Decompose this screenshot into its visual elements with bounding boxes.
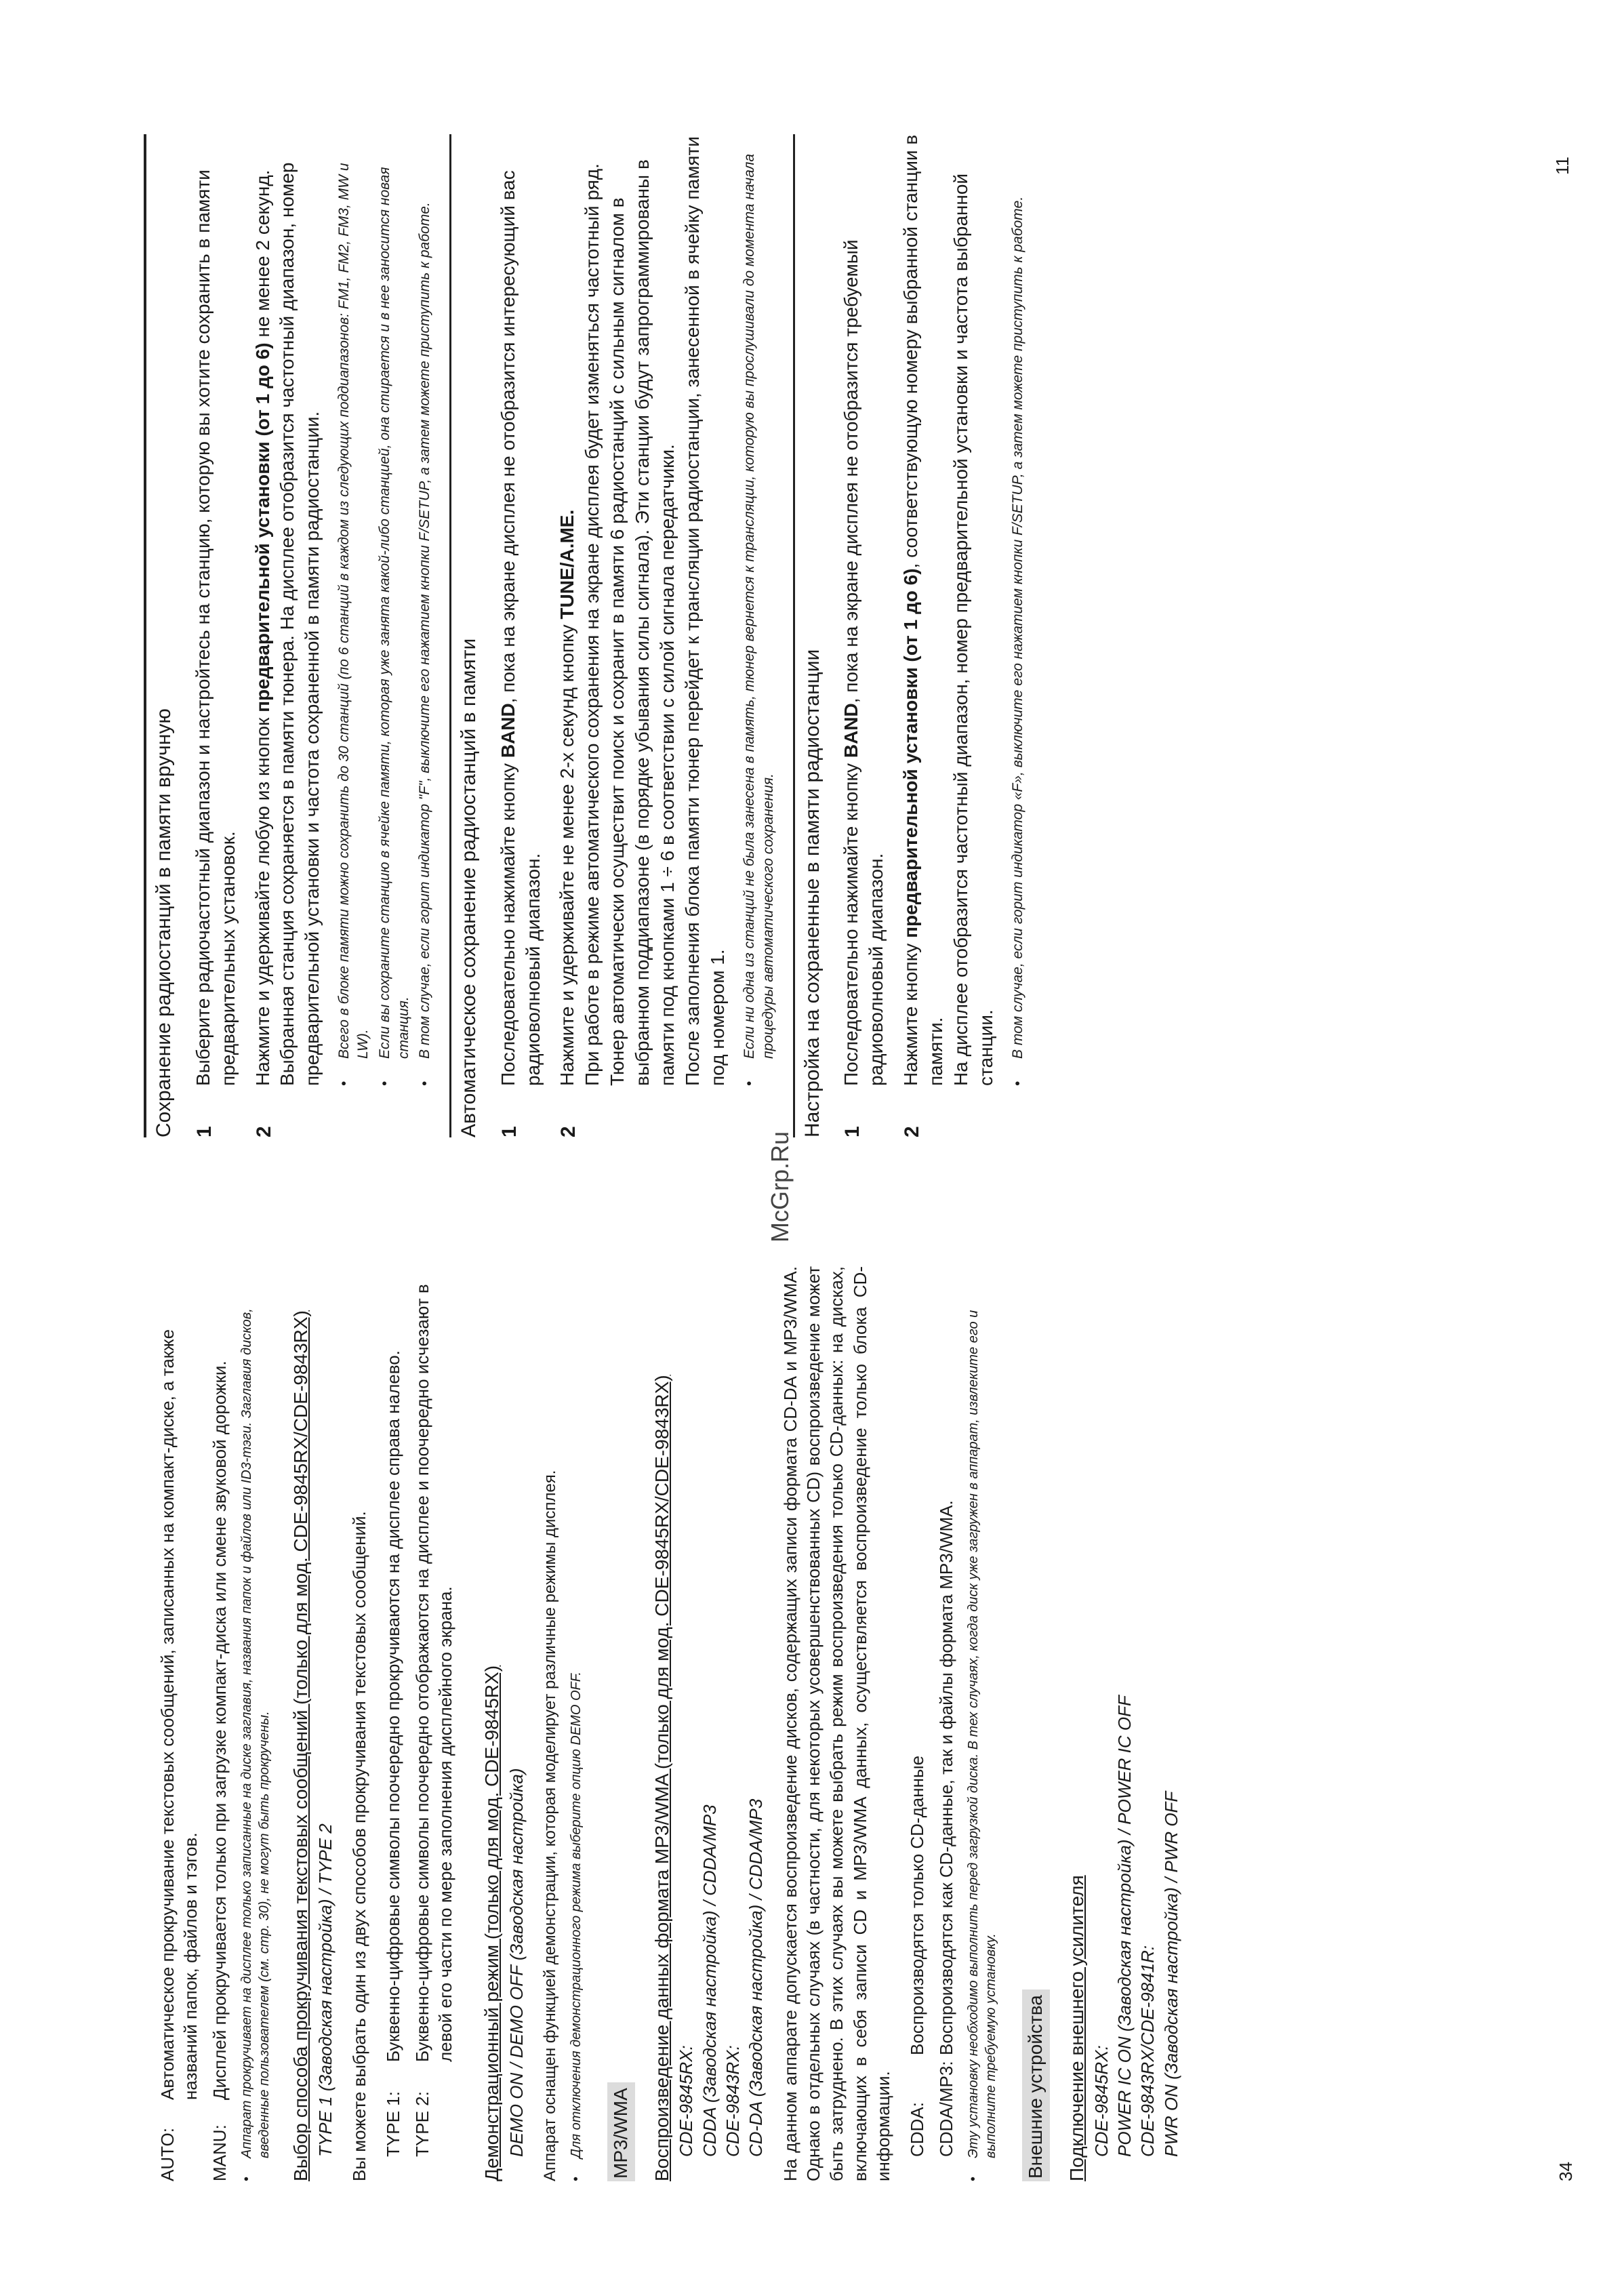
- section-rule: [144, 134, 146, 1137]
- step-text-post: , пока на экране дисплея не отобразится требуемый радиоволновый диапазон.: [840, 239, 887, 1086]
- tune-note: [1009, 134, 1028, 1086]
- tune-step-2: [899, 134, 999, 1137]
- step-text-bold: предварительной установки (от 1 до 6): [900, 568, 922, 938]
- demo-header: Демонстрационный режим (только для мод. CDE-9845RX): [481, 1665, 503, 2181]
- scroll-type-intro: Вы можете выбрать один из двух способов прокручивания текстовых сообщений.: [348, 1511, 369, 2181]
- bullet-icon: •: [239, 2176, 254, 2181]
- step-text-post: , пока на экране дисплея не отобразится интересующий вас радиоволновый диапазон.: [497, 170, 544, 1086]
- step-text-pre: Последовательно нажимайте кнопку: [840, 758, 862, 1086]
- step-text-pre: Нажмите и удерживайте не менее 2-х секунд кнопку: [556, 619, 578, 1086]
- step-text-bold: TUNE/A.ME.: [556, 509, 578, 620]
- scroll-type-header: Выбор способа прокручивания текстовых сообщений (только для мод. CDE-9845RX/CDE-9843RX): [289, 1310, 311, 2181]
- step-text-pre: Нажмите кнопку: [900, 937, 922, 1086]
- manual-step-2: [251, 134, 326, 1137]
- note-text: В том случае, если горит индикатор "F", выключите его нажатием кнопки F/SETUP, а затем можете приступить к работе.: [417, 202, 433, 1059]
- mp3-model-line: CD-DA (Заводская настройка) / CDDA/MP3: [746, 1798, 767, 2157]
- step-text-body: При работе в режиме автоматического сохранения на экране дисплея будет изменяться частотный ряд. Тюнер автоматически осуществит поиск и сохранит в памяти 6 радиостанций с сильным сигналом в выбранном поддиапазоне (в порядке убывания силы сигнала). Эти станции будут запрограммированы в памяти под кнопками 1 ÷ 6 в соответствии с силой сигнала передатчики.: [582, 159, 678, 1086]
- external-devices-banner: Внешние устройства: [1022, 1989, 1050, 2181]
- step-text-post: , соответствующую номеру выбранной станции в памяти.: [900, 134, 947, 1086]
- step-text: [251, 134, 326, 1086]
- page-number-right: 11: [1552, 157, 1572, 175]
- mp3-header: Воспроизведение данных формата MP3/WMA (только для мод. CDE-9845RX/CDE-9843RX): [651, 1375, 672, 2181]
- page-number-left: 34: [1556, 2162, 1576, 2181]
- mp3-note: [965, 1266, 1000, 2181]
- type-label: TYPE 2:: [411, 2091, 432, 2157]
- note-text: Аппарат прокручивает на дисплее только записанные на диске заглавия, названия папок и файлов или ID3-тэги. Заглавия дисков, введенные пользователем (см. стр. 30), не могут быть прокручены.: [239, 1308, 272, 2158]
- mode-label: MANU:: [209, 2124, 230, 2181]
- scroll-note: [238, 1266, 274, 2181]
- mp3-text: На данном аппарате допускается воспроизведение дисков, содержащих записи формата CD-DA и MP3/WMA. Однако в отдельных случаях (в частности, для некоторых усовершенствованных CD) воспроизведение может быть затруднено. В этих случаях вы можете выбрать режим воспроизведения только CD-данных: на дисках, включающих в себя записи CD и MP3/WMA данных, осуществляется воспроизведение только блока CD-информации.: [779, 1266, 893, 2181]
- cdda-mp3-row: [935, 1266, 958, 2157]
- type-2-row: [411, 1266, 458, 2157]
- demo-text: Аппарат оснащен функцией демонстрации, которая моделирует различные режимы дисплея.: [540, 1470, 559, 2181]
- mp3-model-line: CDE-9843RX:: [723, 2045, 744, 2157]
- section-rule: [793, 134, 795, 1137]
- scroll-type-subheader: TYPE 1 (Заводская настройка) / TYPE 2: [314, 1823, 336, 2157]
- mp3-model-line: CDDA (Заводская настройка) / CDDA/MP3: [699, 1804, 720, 2157]
- cd-mode-text: Воспроизводятся как CD-данные, так и файлы формата MP3/WMA.: [935, 1500, 956, 2055]
- scroll-mode-auto: [156, 1266, 203, 2181]
- note-text: В том случае, если горит индикатор «F», выключите его нажатием кнопки F/SETUP, а затем можете приступить к работе.: [1009, 196, 1026, 1059]
- step-text-bold: BAND: [840, 703, 862, 759]
- step-text-bold: предварительной установки (от 1 до 6): [251, 342, 273, 712]
- type-text: Буквенно-цифровые символы поочередно отображаются на дисплее и поочередно исчезают в левой его части по мере заполнения дисплейного экрана.: [411, 1284, 455, 2062]
- mode-text: Дисплей прокручивается только при загрузке компакт-диска или смене звуковой дорожки.: [209, 1360, 230, 2100]
- demo-note: [567, 1266, 585, 2181]
- step-number: 1: [841, 1126, 864, 1137]
- type-1-row: [382, 1266, 405, 2157]
- bullet-icon: •: [417, 1080, 433, 1086]
- auto-step-1: [496, 134, 546, 1137]
- bullet-icon: •: [1009, 1080, 1026, 1086]
- auto-step-2: [555, 134, 731, 1137]
- cd-mode-label: CDDA:: [907, 2102, 928, 2157]
- bullet-icon: •: [569, 2176, 584, 2181]
- step-text-bold: BAND: [497, 703, 519, 759]
- bullet-icon: •: [376, 1080, 392, 1086]
- step-text-body-2: После заполнения блока памяти тюнер перейдет к трансляции радиостанции, занесенной в ячейку памяти под номером 1.: [682, 136, 729, 1086]
- step-text-pre: Нажмите и удерживайте любую из кнопок: [251, 712, 273, 1086]
- tune-notes: [1009, 134, 1028, 1086]
- left-column: [156, 1266, 1183, 2181]
- tune-preset-title: Настройка на сохраненные в памяти радиостанции: [800, 649, 824, 1137]
- manual-note: [375, 134, 413, 1086]
- watermark: McGrp.Ru: [766, 1131, 794, 1242]
- external-amp-header: Подключение внешнего усилителя: [1065, 1875, 1087, 2181]
- cdda-row: [906, 1266, 929, 2157]
- step-text-extra: Выбранная станция сохраняется в памяти тюнера. На дисплее отобразится частотный диапазон, номер предварительной установки и частота сохраненной в памяти радиостанции.: [277, 162, 323, 1086]
- manual-note: [335, 134, 372, 1086]
- step-text-pre: Последовательно нажимайте кнопку: [497, 758, 519, 1086]
- ext-line: CDE-9843RX/CDE-9841R:: [1137, 1945, 1158, 2157]
- ext-line: CDE-9845RX:: [1091, 2045, 1112, 2157]
- step-text: [899, 134, 999, 1086]
- step-text: Выберите радиочастотный диапазон и настройтесь на станцию, которую вы хотите сохранить в памяти предварительных установок.: [192, 169, 239, 1086]
- step-number: 2: [252, 1126, 275, 1137]
- demo-subheader: DEMO ON / DEMO OFF (Заводская настройка): [506, 1768, 527, 2157]
- step-text: [839, 134, 889, 1086]
- bullet-icon: •: [965, 2176, 981, 2181]
- cd-mode-label: CDDA/MP3:: [935, 2061, 956, 2157]
- bullet-icon: •: [336, 1080, 352, 1086]
- manual-notes: [335, 134, 434, 1086]
- auto-note: [740, 134, 777, 1086]
- manual-note: [415, 134, 434, 1086]
- mode-text: Автоматическое прокручивание текстовых сообщений, записанных на компакт-диске, а также названий папок, файлов и тэгов.: [157, 1329, 201, 2100]
- ext-line: POWER IC ON (Заводская настройка) / POWER IC OFF: [1114, 1695, 1135, 2157]
- bullet-icon: •: [742, 1080, 758, 1086]
- section-rule: [449, 134, 451, 1137]
- mode-label: AUTO:: [157, 2128, 178, 2181]
- ext-line: PWR ON (Заводская настройка) / PWR OFF: [1160, 1791, 1181, 2157]
- right-column: [129, 134, 1041, 1137]
- manual-step-1: [191, 134, 241, 1137]
- note-text: Если ни одна из станций не была занесена в память, тюнер вернется к трансляции, которую вы прослушивали до момента начала процедуры автоматического сохранения.: [742, 153, 776, 1059]
- mp3-model-line: CDE-9845RX:: [676, 2045, 697, 2157]
- step-text-extra: На дисплее отобразится частотный диапазон, номер предварительной установки и частота выбранной станции.: [950, 173, 996, 1086]
- note-text: Для отключения демонстрационного режима выберите опцию DEMO OFF.: [569, 1672, 584, 2158]
- note-text: Эту установку необходимо выполнить перед загрузкой диска. В тех случаях, когда диск уже загружен в аппарат, извлеките его и выполните требуемую установку.: [965, 1310, 999, 2158]
- step-text: [496, 134, 546, 1086]
- note-text: Всего в блоке памяти можно сохранить до 30 станций (по 6 станций в каждом из следующих поддиапазонов: FM1, FM2, FM3, MW и LW).: [336, 163, 371, 1059]
- scroll-mode-manu: [208, 1266, 231, 2181]
- auto-memory-title: Автоматическое сохранение радиостанций в памяти: [457, 638, 480, 1137]
- step-text-post: не менее 2 секунд.: [251, 169, 273, 343]
- tune-step-1: [839, 134, 889, 1137]
- note-text: Если вы сохраните станцию в ячейке памяти, которая уже занята какой-либо станцией, она стирается и в нее заносится новая станция.: [376, 167, 411, 1059]
- step-number: 1: [498, 1126, 521, 1137]
- step-text: [555, 134, 731, 1086]
- mp3-section-banner: MP3/WMA: [607, 2082, 635, 2181]
- type-text: Буквенно-цифровые символы поочередно прокручиваются на дисплее справа налево.: [383, 1350, 404, 2062]
- step-number: 1: [192, 1126, 216, 1137]
- type-label: TYPE 1:: [383, 2091, 404, 2157]
- step-number: 2: [901, 1126, 924, 1137]
- manual-memory-title: Сохранение радиостанций в памяти вручную: [153, 708, 175, 1137]
- step-number: 2: [557, 1126, 580, 1137]
- cd-mode-text: Воспроизводятся только CD-данные: [907, 1755, 928, 2055]
- auto-notes: [740, 134, 777, 1086]
